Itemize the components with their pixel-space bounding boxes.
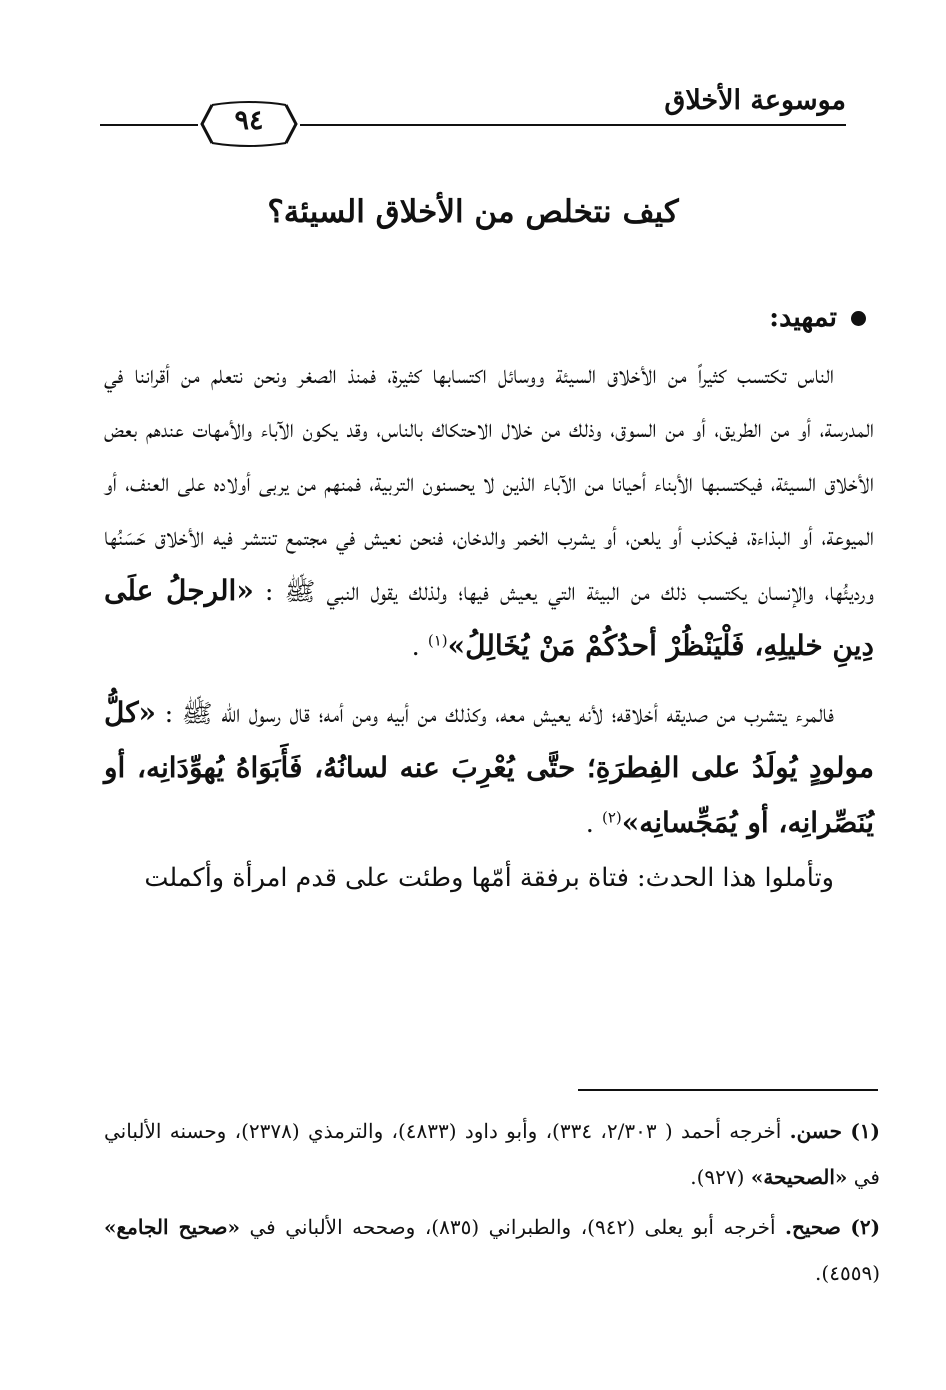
footnote-2-grade: صحيح. <box>785 1215 841 1239</box>
body-text <box>104 348 874 905</box>
hadith-quote-1: «الرجلُ علَى دِينِ خليلِهِ، فَلْيَنْظُرْ أحدُكُمْ مَنْ يُخَالِلُ» <box>104 574 874 662</box>
footnotes <box>104 1108 880 1300</box>
footnote-2 <box>104 1204 880 1296</box>
footnote-1-text: أخرجه أحمد ( ٢/٣٠٣، ٣٣٤)، وأبو داود (٤٨٣٣)، والترمذي (٢٣٧٨)، وحسنه الألباني في <box>104 1119 880 1189</box>
paragraph-3-text: وتأملوا هذا الحدث: فتاة برفقة أمّها وطئت على قدم امرأة وأكملت <box>144 863 834 893</box>
paragraph-2-end: . <box>585 809 602 839</box>
footnote-ref-2[interactable]: (٢) <box>601 808 622 827</box>
section-heading <box>769 296 866 340</box>
footnote-1-ref: (٩٢٧). <box>690 1165 751 1189</box>
paragraph-1-text: الناس تكتسب كثيراً من الأخلاق السيئة ووسائل اكتسابها كثيرة، فمنذ الصغر ونحن نتعلم من أقراننا في المدرسة، أو من الطريق، أو من السوق، وذلك من خلال الاحتكاك بالناس، وقد يكون الآباء والأمهات عندهم بعض الأخلاق السيئة، فيكتسبها الأبناء أحيانا من الآباء الذين لا يحسنون التربية، فمنهم من يربى أولاده على العنف، أو الميوعة، أو البذاءة، فيكذب أو يلعن، أو يشرب الخمر والدخان، فنحن نعيش في مجتمع تنتشر فيه الأخلاق حَسَنُها ورديئُها، والإنسان يكتسب ذلك من البيئة التي يعيش فيها؛ ولذلك يقول النبي ﷺ : <box>104 360 874 607</box>
paragraph-1 <box>104 348 874 674</box>
paragraph-3 <box>104 851 874 905</box>
footnote-2-source: «صحيح الجامع» <box>104 1215 240 1239</box>
page-number: ٩٤ <box>234 105 264 136</box>
hadith-quote-2: «كلُّ مولودٍ يُولَدُ على الفِطرَةِ؛ حتَّى يُعْرِبَ عنه لسانُهُ، فَأَبَوَاهُ يُهوِّدَانِه، أو يُنَصِّرانِه، أو يُمَجِّسانِه» <box>104 696 874 839</box>
chapter-title: كيف نتخلص من الأخلاق السيئة؟ <box>267 194 679 230</box>
paragraph-1-end: . <box>411 632 428 662</box>
footnote-2-number: (٢) <box>850 1215 881 1239</box>
paragraph-2 <box>104 686 874 851</box>
footnote-ref-1[interactable]: (١) <box>427 631 448 650</box>
footnote-1-number: (١) <box>850 1119 881 1143</box>
footnote-1-grade: حسن. <box>789 1119 843 1143</box>
section-label: تمهيد: <box>769 302 837 333</box>
footnote-1 <box>104 1108 880 1200</box>
running-header <box>100 82 846 142</box>
paragraph-2-text: فالمرء يتشرب من صديقه أخلاقه؛ لأنه يعيش معه، وكذلك من أبيه ومن أمه؛ قال رسول اللّه ﷺ : <box>156 699 834 729</box>
page-number-frame <box>198 101 300 147</box>
book-title: موسوعة الأخلاق <box>664 85 846 116</box>
footnote-1-source: «الصحيحة» <box>750 1165 848 1189</box>
footnote-2-ref: (٤٥٥٩). <box>815 1261 880 1285</box>
bullet-icon <box>851 311 866 326</box>
footnote-separator <box>578 1089 878 1091</box>
footnote-2-text: أخرجه أبو يعلى (٩٤٢)، والطبراني (٨٣٥)، وصححه الألباني في <box>239 1215 786 1239</box>
